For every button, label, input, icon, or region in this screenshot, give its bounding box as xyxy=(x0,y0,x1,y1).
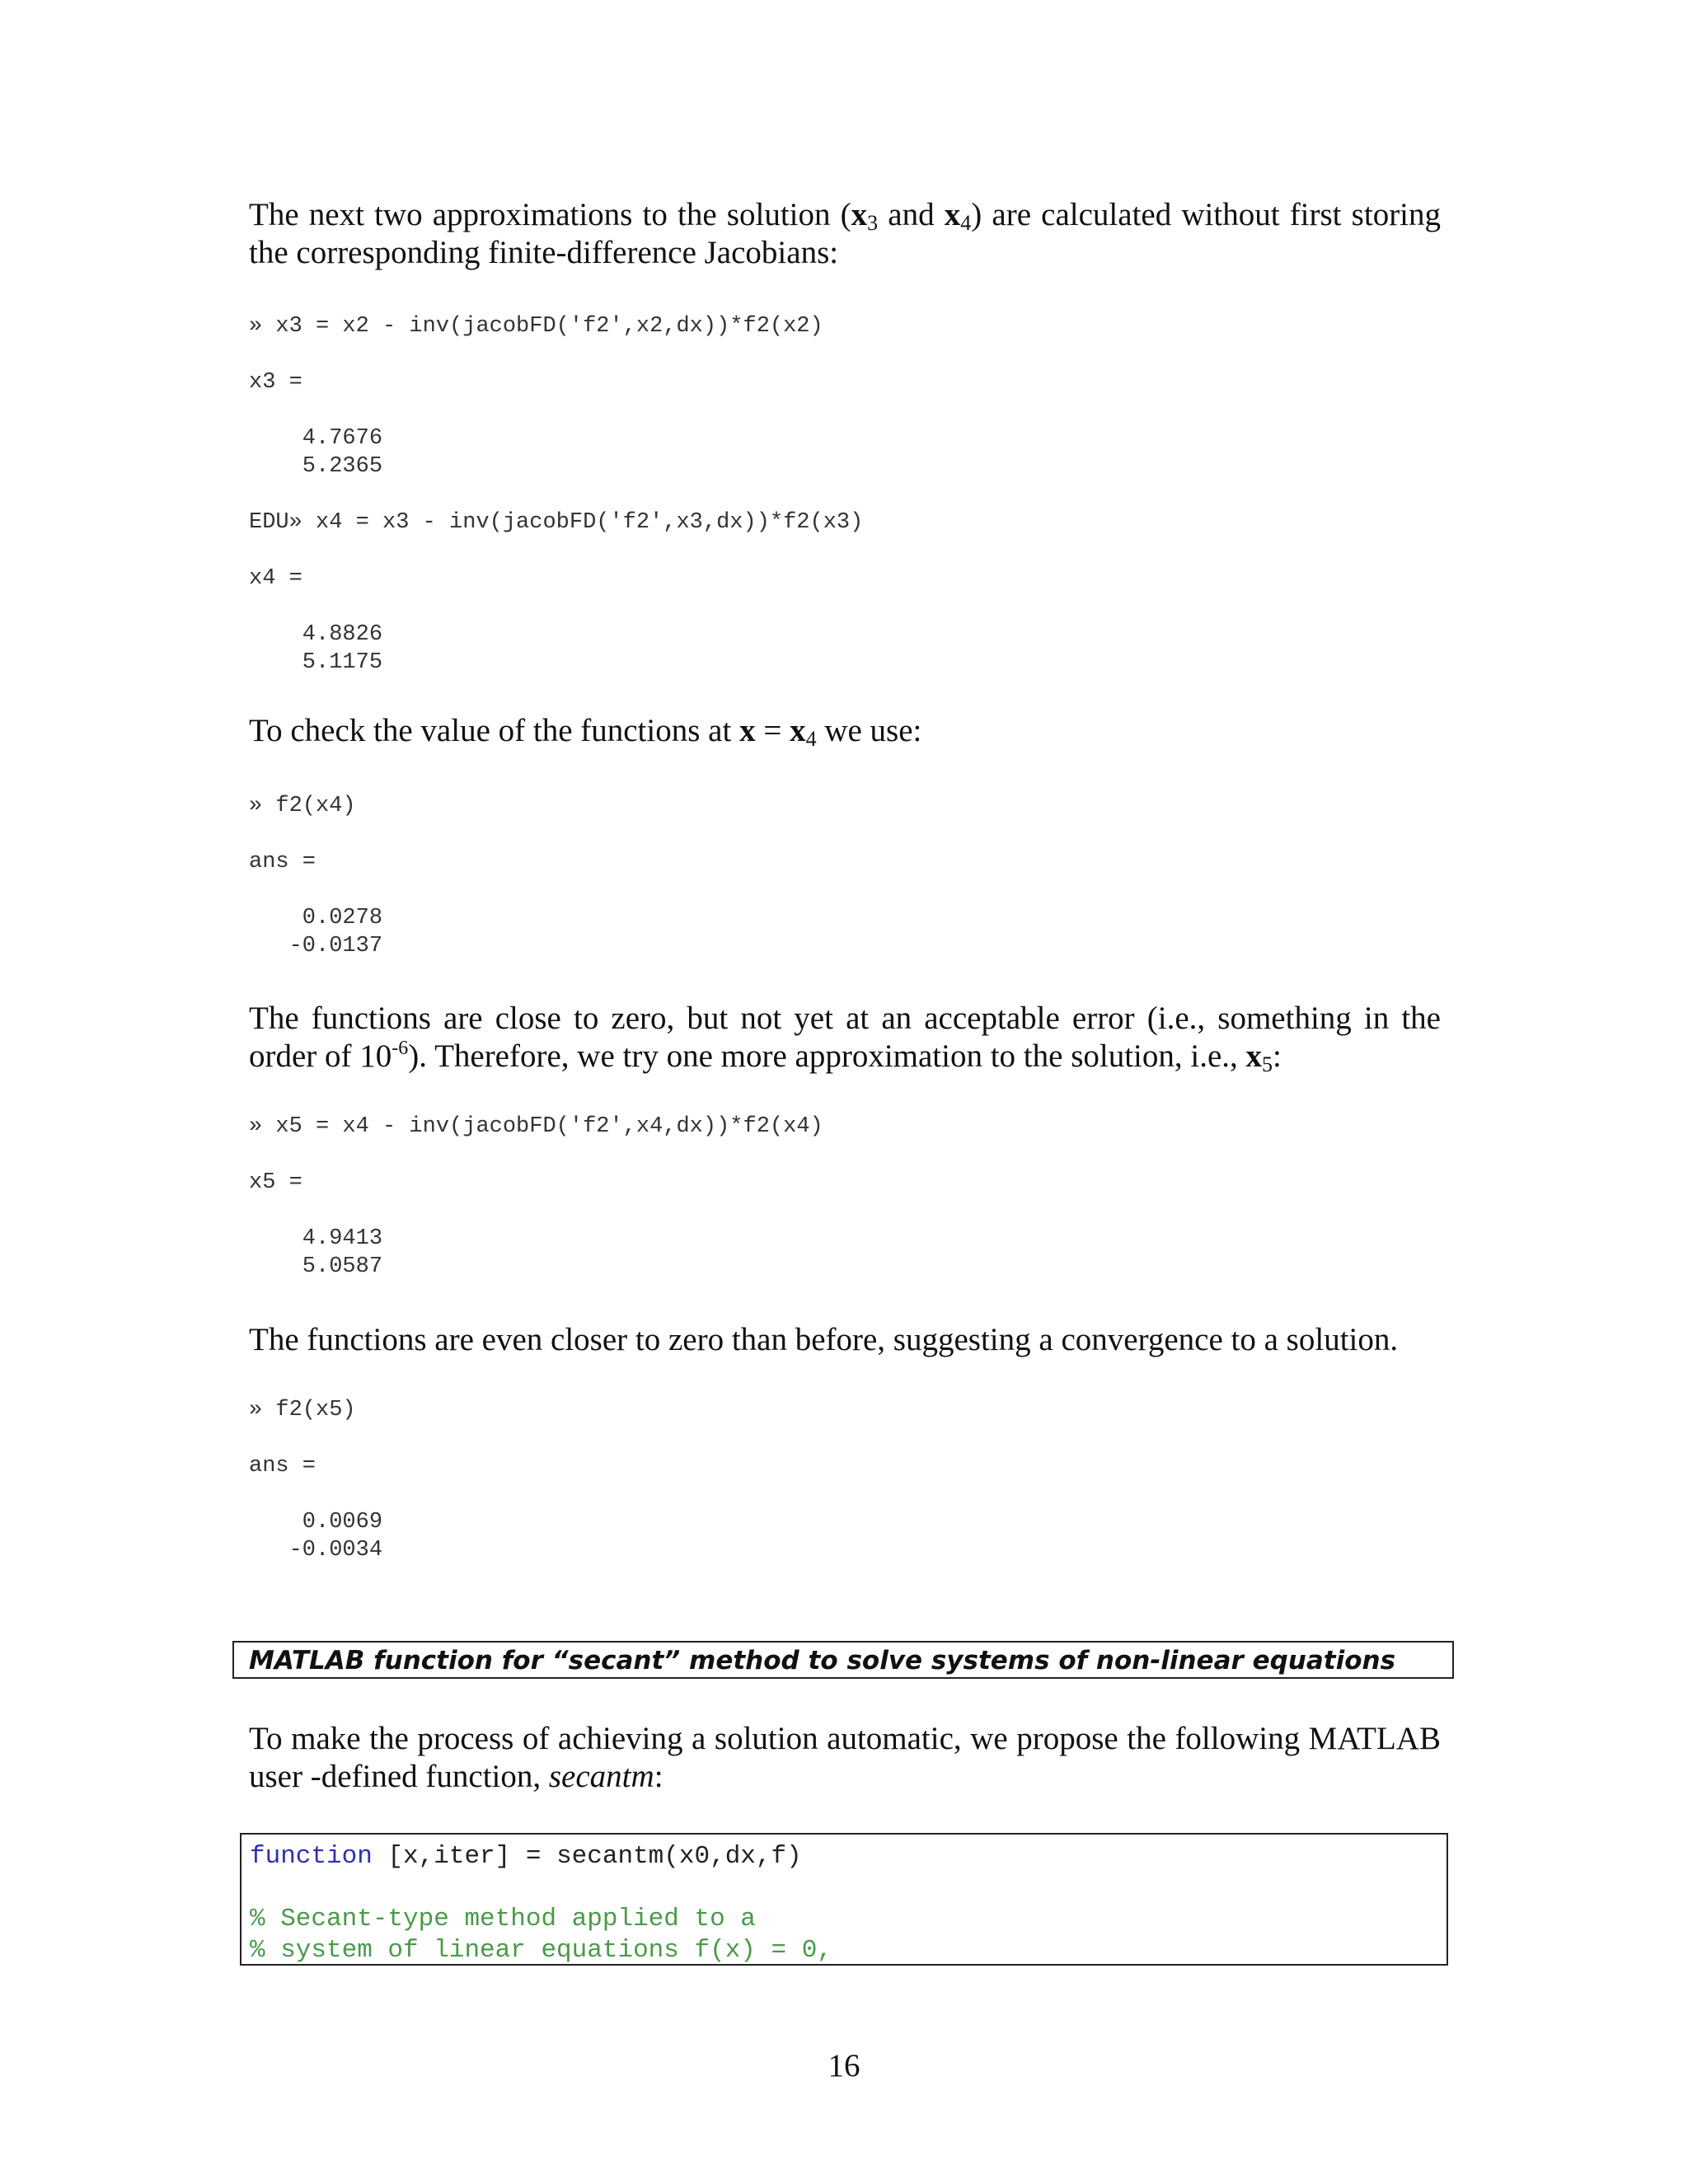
code-comment-line: % Secant-type method applied to a xyxy=(250,1905,756,1933)
paragraph-text: ). Therefore, we try one more approximation to the solution, i.e., xyxy=(408,1038,1246,1074)
code-line-signature xyxy=(250,1841,802,1872)
code-line: 4.9413 xyxy=(249,1226,383,1251)
code-line: 5.0587 xyxy=(249,1254,383,1279)
paragraph-text: To check the value of the functions at xyxy=(249,713,740,748)
code-line: » x5 = x4 - inv(jacobFD('f2',x4,dx))*f2(x4) xyxy=(249,1114,823,1139)
code-line: -0.0137 xyxy=(249,934,383,958)
code-line: 4.8826 xyxy=(249,622,383,647)
equals-sign: = xyxy=(755,713,790,748)
code-line: 0.0069 xyxy=(249,1510,383,1535)
code-blank-line xyxy=(249,480,863,509)
paragraph-text: To make the process of achieving a solution automatic, we propose the following MATLAB user -defined function, xyxy=(249,1721,1441,1794)
matlab-session-x3-x4 xyxy=(249,312,863,677)
vector-x-symbol: x xyxy=(790,713,806,748)
code-comment-line: % system of linear equations f(x) = 0, xyxy=(250,1936,832,1965)
section-heading-box xyxy=(232,1641,1454,1679)
code-line: 0.0278 xyxy=(249,906,383,930)
code-line: -0.0034 xyxy=(249,1538,383,1563)
function-name: secantm xyxy=(548,1759,654,1794)
paragraph-even-closer xyxy=(249,1321,1441,1359)
subscript-3: 3 xyxy=(867,211,879,235)
matlab-session-f2-x4 xyxy=(249,792,382,960)
code-blank-line xyxy=(249,876,382,904)
code-line: » f2(x4) xyxy=(249,794,356,818)
function-signature: [x,iter] = secantm(x0,dx,f) xyxy=(372,1842,802,1871)
vector-x-symbol: x xyxy=(944,197,961,232)
subscript-4: 4 xyxy=(960,211,972,235)
paragraph-next-approximations xyxy=(249,196,1441,272)
vector-x-symbol: x xyxy=(739,713,756,748)
section-heading: MATLAB function for “secant” method to solve systems of non-linear equations xyxy=(249,1646,1396,1675)
paragraph-text: : xyxy=(654,1759,663,1794)
paragraph-text: we use: xyxy=(816,713,922,748)
code-blank-line xyxy=(249,1424,382,1452)
code-listing-box xyxy=(240,1833,1448,1966)
paragraph-text: The functions are even closer to zero than before, suggesting a convergence to a solution. xyxy=(249,1322,1399,1357)
code-line: EDU» x4 = x3 - inv(jacobFD('f2',x3,dx))*f2(x3) xyxy=(249,510,864,535)
vector-x-symbol: x xyxy=(851,197,868,232)
code-line: ans = xyxy=(249,1454,316,1479)
code-line: 5.2365 xyxy=(249,454,383,479)
paragraph-close-to-zero xyxy=(249,1000,1441,1076)
code-blank-line xyxy=(249,1197,823,1225)
matlab-session-x5 xyxy=(249,1113,823,1281)
subscript-4: 4 xyxy=(805,727,817,751)
paragraph-secantm-intro xyxy=(249,1720,1441,1796)
page-number: 16 xyxy=(828,2048,860,2083)
code-blank-line xyxy=(249,537,863,565)
code-blank-line xyxy=(249,593,863,621)
code-line: 5.1175 xyxy=(249,650,383,675)
paragraph-check-functions xyxy=(249,712,1441,750)
code-line: x5 = xyxy=(249,1170,302,1195)
code-line: » f2(x5) xyxy=(249,1398,356,1422)
code-blank-line xyxy=(249,1480,382,1508)
code-line: 4.7676 xyxy=(249,426,383,451)
code-blank-line xyxy=(249,396,863,424)
matlab-session-f2-x5 xyxy=(249,1396,382,1564)
code-line: x4 = xyxy=(249,566,302,591)
paragraph-text: The functions are close to zero, but not yet at an acceptable error (i.e., something in the order of 10 xyxy=(249,1001,1441,1074)
vector-x-symbol: x xyxy=(1245,1038,1263,1074)
paragraph-text: ) are calculated without first storing the corresponding finite-difference Jacobians: xyxy=(249,197,1442,270)
keyword-function: function xyxy=(250,1842,373,1871)
code-blank-line xyxy=(249,340,863,368)
paragraph-text: and xyxy=(878,197,945,232)
code-blank-line xyxy=(249,820,382,848)
code-line: » x3 = x2 - inv(jacobFD('f2',x2,dx))*f2(x2) xyxy=(249,314,823,339)
paragraph-text: The next two approximations to the solution ( xyxy=(249,197,851,232)
code-line: x3 = xyxy=(249,370,302,395)
exponent: -6 xyxy=(392,1038,409,1059)
subscript-5: 5 xyxy=(1262,1052,1273,1076)
paragraph-text: : xyxy=(1273,1038,1282,1074)
code-line: ans = xyxy=(249,850,316,874)
code-blank-line xyxy=(249,1141,823,1169)
